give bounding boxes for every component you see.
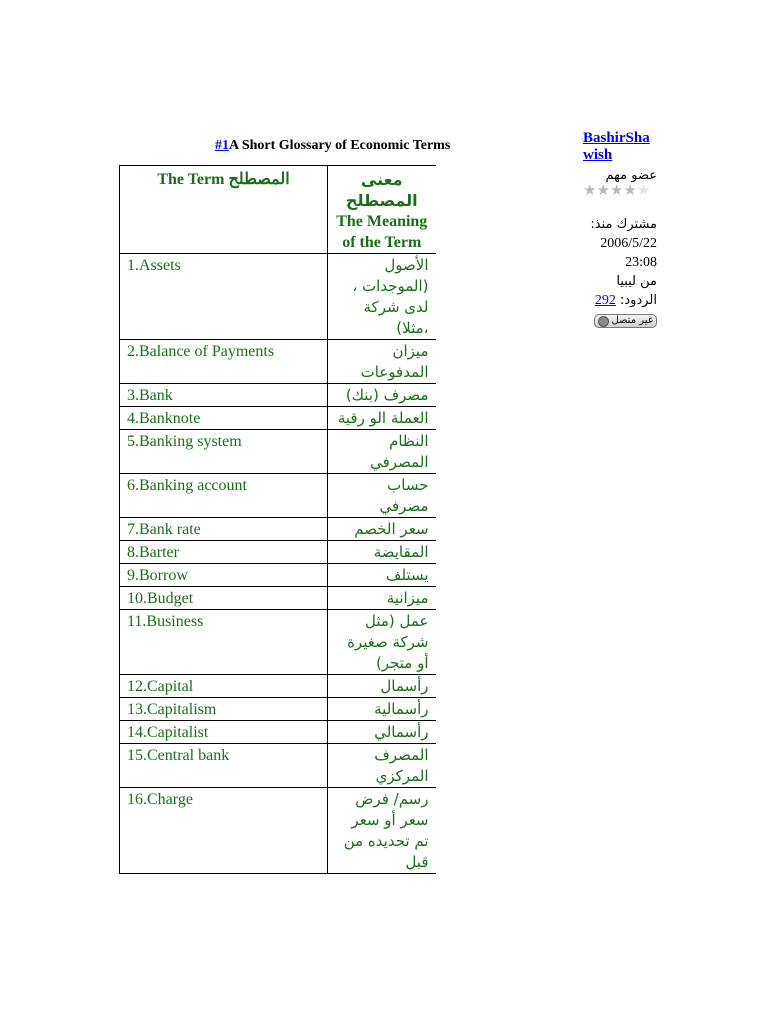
rating-stars (583, 183, 657, 197)
term-cell: 12.Capital (120, 675, 328, 698)
user-location: من ليبيا (616, 274, 657, 289)
joined-time: 23:08 (625, 255, 657, 270)
user-meta (583, 215, 657, 329)
meaning-cell: مصرف (بنك) (328, 384, 436, 407)
term-cell: 1.Assets (120, 254, 328, 340)
meaning-cell: عمل (مثل شركة صغيرة أو متجر) (328, 610, 436, 675)
meaning-cell: ميزانية (328, 587, 436, 610)
term-cell: 13.Capitalism (120, 698, 328, 721)
meaning-cell: المقايضة (328, 541, 436, 564)
table-row (120, 430, 436, 474)
term-cell: 4.Banknote (120, 407, 328, 430)
term-cell: 3.Bank (120, 384, 328, 407)
posts-row (583, 291, 657, 310)
meaning-cell: رأسمال (328, 675, 436, 698)
table-row (120, 610, 436, 675)
term-cell: 9.Borrow (120, 564, 328, 587)
user-rank: عضو مهم (605, 168, 657, 183)
table-row (120, 675, 436, 698)
glossary-table (119, 165, 436, 874)
meaning-cell: رأسمالية (328, 698, 436, 721)
term-cell: 5.Banking system (120, 430, 328, 474)
post-title (215, 138, 450, 154)
meaning-cell: حساب مصرفي (328, 474, 436, 518)
meaning-cell: العملة الو رقية (328, 407, 436, 430)
username-link[interactable]: BashirShawish (583, 130, 650, 163)
user-sidebar (583, 130, 657, 329)
joined-label: مشترك منذ: (590, 217, 657, 232)
table-row (120, 698, 436, 721)
joined-date: 2006/5/22 (600, 236, 657, 251)
table-row (120, 340, 436, 384)
glossary-body (120, 254, 436, 874)
meaning-cell: الأصول (الموجدات ، لدى شركة ،مثلا) (328, 254, 436, 340)
term-cell: 15.Central bank (120, 744, 328, 788)
header-meaning (328, 166, 436, 254)
term-cell: 6.Banking account (120, 474, 328, 518)
posts-count-link[interactable]: 292 (594, 293, 616, 308)
table-row (120, 541, 436, 564)
table-row (120, 407, 436, 430)
meaning-cell: رسم/ فرض سعر أو سعر تم تحديده من قبل (328, 788, 436, 874)
term-cell: 10.Budget (120, 587, 328, 610)
term-cell: 14.Capitalist (120, 721, 328, 744)
table-row (120, 788, 436, 874)
star-icon: ★ (623, 181, 637, 199)
meaning-cell: النظام المصرفي (328, 430, 436, 474)
post-number-link[interactable]: #1 (215, 138, 229, 153)
meaning-cell: المصرف المركزي (328, 744, 436, 788)
term-cell: 7.Bank rate (120, 518, 328, 541)
status-badge (594, 314, 657, 328)
star-icon: ★ (583, 181, 597, 199)
table-row (120, 254, 436, 340)
term-cell: 2.Balance of Payments (120, 340, 328, 384)
meaning-cell: رأسمالي (328, 721, 436, 744)
header-meaning-arabic: معنى المصطلح (345, 170, 418, 210)
table-header-row (120, 166, 436, 254)
offline-dot-icon (598, 316, 609, 327)
meaning-cell: سعر الخصم (328, 518, 436, 541)
term-cell: 16.Charge (120, 788, 328, 874)
table-row (120, 518, 436, 541)
posts-label: الردود: (620, 293, 657, 308)
table-row (120, 564, 436, 587)
star-icon: ★ (596, 181, 610, 199)
header-meaning-english: The Meaning of the Term (336, 213, 428, 251)
star-icon: ★ (636, 181, 651, 199)
table-row (120, 474, 436, 518)
star-icon: ★ (609, 181, 624, 199)
meaning-cell: يستلف (328, 564, 436, 587)
term-cell: 11.Business (120, 610, 328, 675)
status-text: غير متصل (611, 315, 653, 326)
table-row (120, 587, 436, 610)
meaning-cell: ميزان المدفوعات (328, 340, 436, 384)
table-row (120, 744, 436, 788)
table-row (120, 721, 436, 744)
term-cell: 8.Barter (120, 541, 328, 564)
header-term: The Term المصطلح (120, 166, 328, 254)
table-row (120, 384, 436, 407)
post-title-text: A Short Glossary of Economic Terms (229, 138, 451, 153)
